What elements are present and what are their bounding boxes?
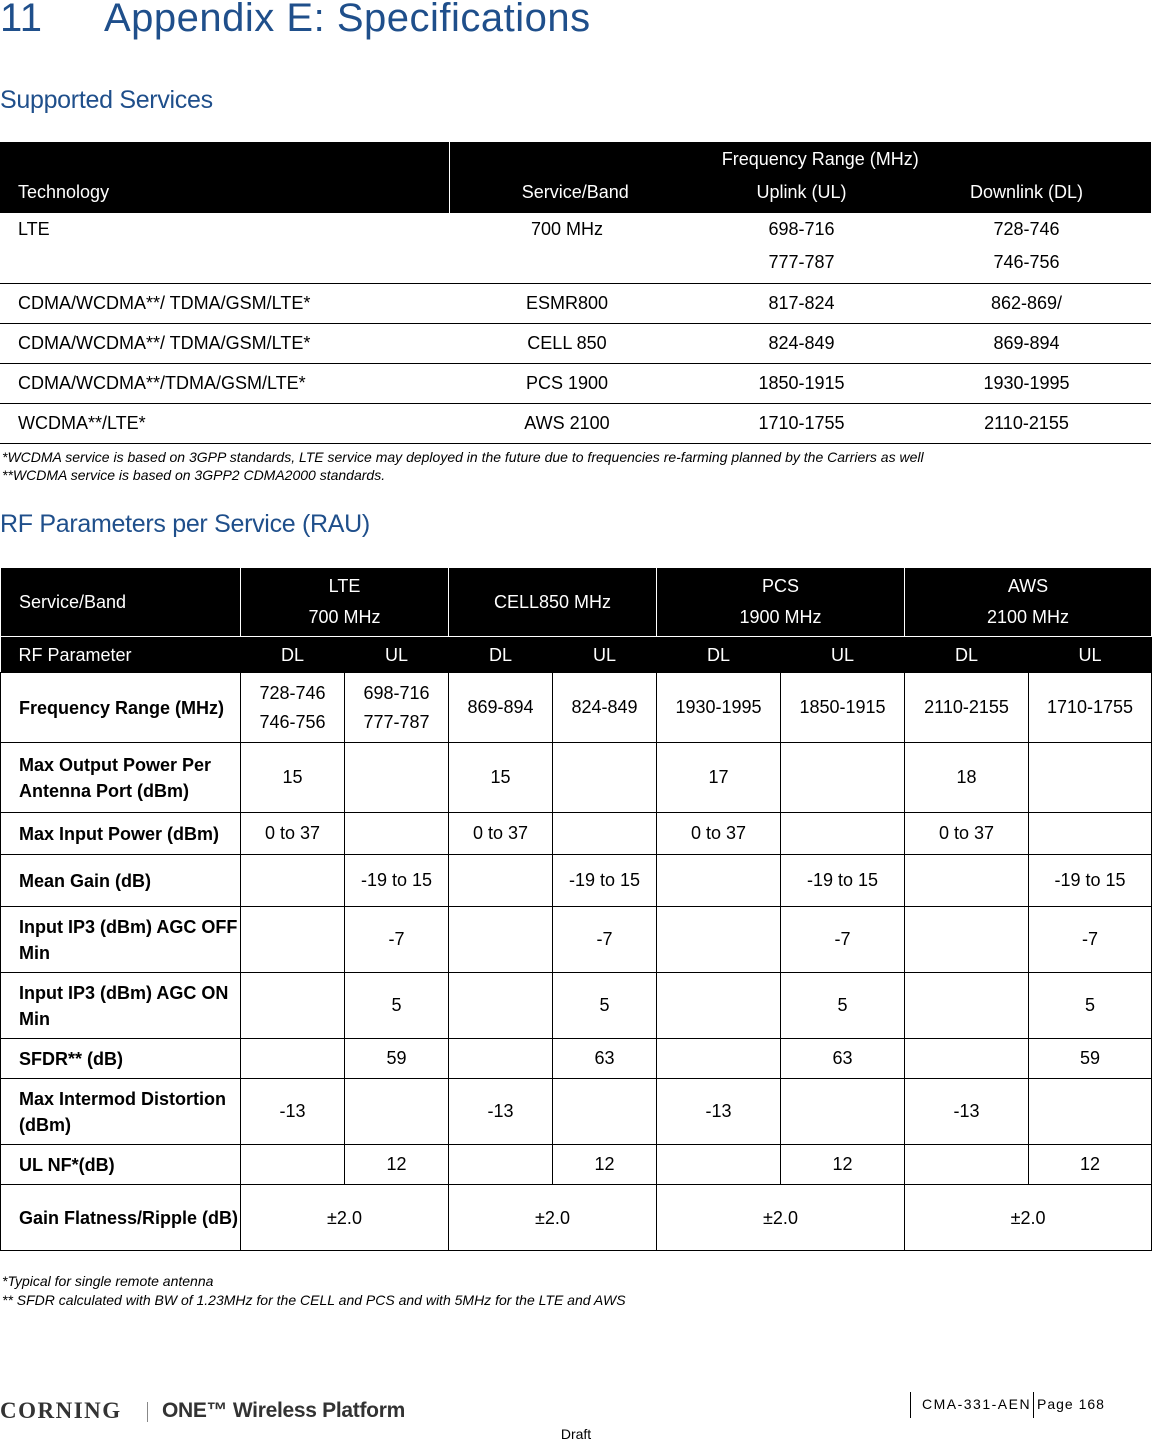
table-cell: -7	[345, 907, 449, 973]
table-cell	[905, 907, 1029, 973]
table-cell: 2110-2155	[905, 673, 1029, 743]
page-number: Page 168	[1037, 1396, 1105, 1412]
table-cell: 824-849	[553, 673, 657, 743]
table-cell: -19 to 15	[781, 855, 905, 907]
table-cell	[1029, 743, 1152, 813]
table-cell: -13	[241, 1079, 345, 1145]
table-cell: -13	[449, 1079, 553, 1145]
heading-title: Appendix E: Specifications	[104, 0, 591, 40]
table-cell	[553, 813, 657, 855]
table-cell	[345, 1079, 449, 1145]
parameter-label: Max Input Power (dBm)	[1, 813, 241, 855]
table-cell: 63	[553, 1039, 657, 1079]
table-cell: 59	[1029, 1039, 1152, 1079]
table-row	[1, 973, 1152, 1039]
footer-rule	[910, 1392, 911, 1418]
table-cell	[657, 973, 781, 1039]
ul-header: UL	[553, 637, 657, 673]
rf-parameters-table	[0, 567, 1152, 1251]
col-header-downlink: Downlink (DL)	[902, 177, 1151, 213]
table-row	[1, 673, 1152, 743]
col-header-service-band: Service/Band	[449, 177, 701, 213]
table-cell	[781, 813, 905, 855]
table-cell: ±2.0	[657, 1185, 905, 1251]
divider	[147, 1402, 148, 1422]
table-row	[1, 1079, 1152, 1145]
dl-header: DL	[241, 637, 345, 673]
table-row	[1, 1039, 1152, 1079]
table-cell: 1850-1915	[781, 673, 905, 743]
table-cell	[553, 1079, 657, 1145]
table-cell: 17	[657, 743, 781, 813]
table-cell: 59	[345, 1039, 449, 1079]
table-cell	[905, 1039, 1029, 1079]
parameter-label: Input IP3 (dBm) AGC ON Min	[1, 973, 241, 1039]
table-cell: 5	[553, 973, 657, 1039]
table-cell	[449, 973, 553, 1039]
ul-header: UL	[781, 637, 905, 673]
service-band-header: Service/Band	[1, 568, 241, 637]
table-cell	[241, 1145, 345, 1185]
table-cell: -13	[657, 1079, 781, 1145]
table-row	[1, 1145, 1152, 1185]
band-header-aws: AWS 2100 MHz	[905, 568, 1152, 637]
col-header-uplink: Uplink (UL)	[701, 177, 902, 213]
supported-services-table	[0, 142, 1151, 444]
table-cell: -19 to 15	[345, 855, 449, 907]
table-cell: 5	[1029, 973, 1152, 1039]
document-id: CMA-331-AEN	[922, 1396, 1032, 1412]
table-cell	[449, 855, 553, 907]
dl-header: DL	[449, 637, 553, 673]
parameter-label: Max Intermod Distortion (dBm)	[1, 1079, 241, 1145]
band-header-pcs: PCS 1900 MHz	[657, 568, 905, 637]
table-cell: 5	[345, 973, 449, 1039]
band-header-cell850: CELL850 MHz	[449, 568, 657, 637]
table-cell: 12	[345, 1145, 449, 1185]
table-cell	[345, 743, 449, 813]
table-cell: ±2.0	[905, 1185, 1152, 1251]
table-cell: 15	[241, 743, 345, 813]
table-cell: -7	[553, 907, 657, 973]
parameter-label: Input IP3 (dBm) AGC OFF Min	[1, 907, 241, 973]
table-row: LTE 700 MHz 698-716 777-787 728-746 746-756	[0, 213, 1151, 283]
ul-header: UL	[1029, 637, 1152, 673]
table-cell	[905, 973, 1029, 1039]
table-cell: 63	[781, 1039, 905, 1079]
parameter-label: Mean Gain (dB)	[1, 855, 241, 907]
table-cell	[905, 855, 1029, 907]
footnote: **WCDMA service is based on 3GPP2 CDMA2000 standards.	[2, 467, 386, 483]
table-cell: 0 to 37	[657, 813, 781, 855]
footnote: ** SFDR calculated with BW of 1.23MHz for the CELL and PCS and with 5MHz for the LTE and AWS	[2, 1292, 626, 1308]
table-cell: 0 to 37	[905, 813, 1029, 855]
table-cell: -7	[1029, 907, 1152, 973]
footer-rule	[1033, 1392, 1034, 1418]
table-cell: 728-746 746-756	[241, 673, 345, 743]
dl-header: DL	[657, 637, 781, 673]
table-cell: -7	[781, 907, 905, 973]
table-row	[1, 855, 1152, 907]
table-row: CDMA/WCDMA**/TDMA/GSM/LTE* PCS 1900 1850-1915 1930-1995	[0, 363, 1151, 403]
table-cell	[657, 1145, 781, 1185]
table-row: WCDMA**/LTE* AWS 2100 1710-1755 2110-2155	[0, 403, 1151, 443]
table-cell: ±2.0	[241, 1185, 449, 1251]
dl-header: DL	[905, 637, 1029, 673]
table-cell	[345, 813, 449, 855]
frequency-range-header: Frequency Range (MHz)	[449, 142, 1151, 177]
table-cell	[657, 855, 781, 907]
table-cell: 1710-1755	[1029, 673, 1152, 743]
footnote: *Typical for single remote antenna	[2, 1273, 214, 1289]
table-cell: -13	[905, 1079, 1029, 1145]
table-cell	[905, 1145, 1029, 1185]
parameter-label: Max Output Power Per Antenna Port (dBm)	[1, 743, 241, 813]
parameter-label: Gain Flatness/Ripple (dB)	[1, 1185, 241, 1251]
section-title-supported-services: Supported Services	[0, 86, 213, 114]
platform-text: ONE™ Wireless Platform	[162, 1399, 405, 1422]
table-cell: 0 to 37	[241, 813, 345, 855]
table-cell: 12	[553, 1145, 657, 1185]
table-cell	[241, 855, 345, 907]
ul-header: UL	[345, 637, 449, 673]
table-cell	[1029, 1079, 1152, 1145]
band-header-lte: LTE 700 MHz	[241, 568, 449, 637]
table-cell	[449, 1039, 553, 1079]
table-row: CDMA/WCDMA**/ TDMA/GSM/LTE* ESMR800 817-824 862-869/	[0, 283, 1151, 323]
col-header-technology: Technology	[0, 177, 449, 213]
heading-number: 11	[0, 0, 43, 40]
draft-label: Draft	[560, 1426, 592, 1442]
table-row: CDMA/WCDMA**/ TDMA/GSM/LTE* CELL 850 824-849 869-894	[0, 323, 1151, 363]
table-cell	[1029, 813, 1152, 855]
parameter-label: UL NF*(dB)	[1, 1145, 241, 1185]
footnote: *WCDMA service is based on 3GPP standards, LTE service may deployed in the future due to frequencies re-farming planned by the Carriers as well	[2, 449, 924, 465]
table-cell: 12	[1029, 1145, 1152, 1185]
table-cell	[657, 907, 781, 973]
table-row	[1, 1185, 1152, 1251]
table-cell	[553, 743, 657, 813]
rf-parameter-header: RF Parameter	[1, 637, 241, 673]
table-cell: ±2.0	[449, 1185, 657, 1251]
parameter-label: SFDR** (dB)	[1, 1039, 241, 1079]
table-cell: 698-716 777-787	[345, 673, 449, 743]
table-row	[1, 743, 1152, 813]
table-cell: 1930-1995	[657, 673, 781, 743]
table-cell	[449, 1145, 553, 1185]
table-row	[1, 907, 1152, 973]
table-cell: 15	[449, 743, 553, 813]
page-heading	[0, 0, 591, 41]
section-title-rf-parameters: RF Parameters per Service (RAU)	[0, 510, 370, 538]
table-cell	[781, 1079, 905, 1145]
table-cell	[241, 907, 345, 973]
table-cell: 869-894	[449, 673, 553, 743]
table-cell: 5	[781, 973, 905, 1039]
table-cell: 0 to 37	[449, 813, 553, 855]
table-row	[1, 813, 1152, 855]
table-cell: 18	[905, 743, 1029, 813]
table-cell: -19 to 15	[1029, 855, 1152, 907]
table-cell	[449, 907, 553, 973]
brand-text: CORNING	[0, 1398, 122, 1423]
table-cell	[241, 1039, 345, 1079]
table-cell	[657, 1039, 781, 1079]
table-cell: 12	[781, 1145, 905, 1185]
parameter-label: Frequency Range (MHz)	[1, 673, 241, 743]
table-cell	[241, 973, 345, 1039]
table-cell	[781, 743, 905, 813]
table-cell: -19 to 15	[553, 855, 657, 907]
